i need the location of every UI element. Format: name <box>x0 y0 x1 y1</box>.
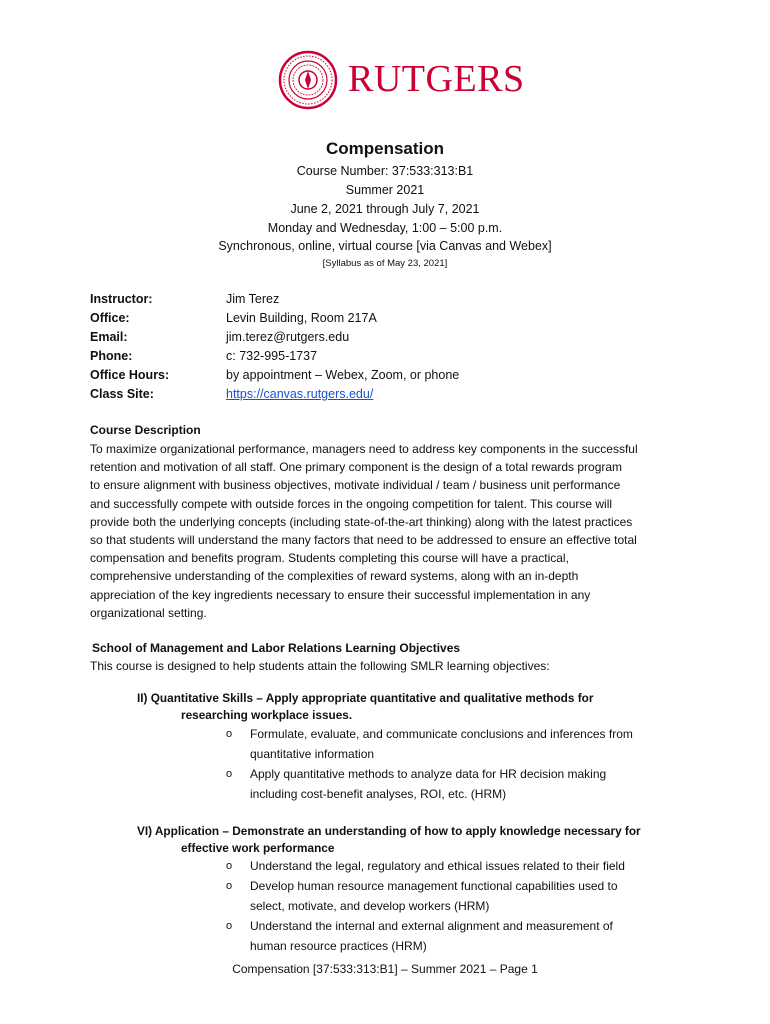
course-title: Compensation <box>325 139 445 158</box>
page-footer: Compensation [37:533:313:B1] – Summer 2021 – Page 1 <box>232 962 538 976</box>
info-label: Email: <box>90 330 128 344</box>
list-item-line: Understand the legal, regulatory and ethical issues related to their field <box>250 859 625 873</box>
info-value: jim.terez@rutgers.edu <box>226 330 350 344</box>
syllabus-date-note: [Syllabus as of May 23, 2021] <box>322 258 448 269</box>
list-item <box>226 724 686 764</box>
info-row-phone <box>90 349 690 368</box>
info-row-email <box>90 330 690 349</box>
objective-group-heading <box>137 823 677 857</box>
paragraph-line: compensation and benefits program. Students completing this course will have a practical, <box>90 551 569 566</box>
learning-objectives-intro: This course is designed to help students attain the following SMLR learning objectives: <box>90 659 550 673</box>
rutgers-wordmark: RUTGERS <box>348 58 525 100</box>
list-item-line: Formulate, evaluate, and communicate conclusions and inferences from <box>250 727 633 741</box>
list-item-line: including cost-benefit analyses, ROI, etc. (HRM) <box>250 787 507 801</box>
info-label: Office Hours: <box>90 368 170 382</box>
course-number: Course Number: 37:533:313:B1 <box>296 164 474 178</box>
bullet-marker: o <box>226 880 233 892</box>
list-item-line: Develop human resource management functional capabilities used to <box>250 879 618 893</box>
paragraph-line: so that students will understand the many factors that need to be addressed to ensure an effective total <box>90 533 637 548</box>
course-format: Synchronous, online, virtual course [via Canvas and Webex] <box>218 239 552 253</box>
list-item <box>226 856 686 876</box>
list-item <box>226 764 686 804</box>
list-item-line: quantitative information <box>250 747 375 761</box>
list-item-line: select, motivate, and develop workers (HRM) <box>250 899 490 913</box>
bullet-marker: o <box>226 728 233 740</box>
bullet-marker: o <box>226 768 233 780</box>
info-value: Levin Building, Room 217A <box>226 311 377 325</box>
info-row-office <box>90 311 690 330</box>
objective-group-heading <box>137 690 677 724</box>
course-term: Summer 2021 <box>345 183 425 197</box>
info-label: Office: <box>90 311 130 325</box>
course-schedule: Monday and Wednesday, 1:00 – 5:00 p.m. <box>267 221 503 235</box>
list-item <box>226 916 686 956</box>
info-row-office-hours <box>90 368 690 387</box>
objective-heading-line: VI) Application – Demonstrate an understanding of how to apply knowledge necessary for <box>137 824 641 838</box>
info-row-instructor <box>90 292 690 311</box>
paragraph-line: retention and motivation of all staff. One primary component is the design of a total rewards program <box>90 460 623 475</box>
list-item-line: Apply quantitative methods to analyze data for HR decision making <box>250 767 607 781</box>
bullet-marker: o <box>226 860 233 872</box>
info-label: Phone: <box>90 349 133 363</box>
objective-heading-line: effective work performance <box>181 841 335 855</box>
rutgers-logo <box>278 50 525 110</box>
paragraph-line: provide both the underlying concepts (including state-of-the-art thinking) along with the latest practices <box>90 514 633 529</box>
class-site-link[interactable]: https://canvas.rutgers.edu/ <box>226 387 374 401</box>
course-dates: June 2, 2021 through July 7, 2021 <box>290 202 480 216</box>
instructor-info <box>90 292 690 406</box>
objective-heading-line: II) Quantitative Skills – Apply appropriate quantitative and qualitative methods for <box>137 691 594 705</box>
learning-objectives-heading: School of Management and Labor Relations Learning Objectives <box>92 641 461 655</box>
info-label: Class Site: <box>90 387 154 401</box>
objective-heading-line: researching workplace issues. <box>181 708 353 722</box>
paragraph-line: appreciation of the key ingredients necessary to ensure their successful implementation in any <box>90 587 591 602</box>
info-value: by appointment – Webex, Zoom, or phone <box>226 368 460 382</box>
bullet-marker: o <box>226 920 233 932</box>
list-item-line: Understand the internal and external alignment and measurement of <box>250 919 613 933</box>
paragraph-line: to ensure alignment with business objectives, motivate individual / team / business unit performance <box>90 478 621 493</box>
rutgers-seal-icon <box>278 50 338 110</box>
objective-list <box>226 724 686 804</box>
paragraph-line: To maximize organizational performance, managers need to address key components in the successful <box>90 442 638 456</box>
paragraph-line: comprehensive understanding of the complexities of reward systems, along with an in-depth <box>90 569 579 584</box>
course-description-heading: Course Description <box>90 423 201 437</box>
course-description-text <box>90 440 690 622</box>
list-item <box>226 876 686 916</box>
list-item-line: human resource practices (HRM) <box>250 939 427 953</box>
info-label: Instructor: <box>90 292 153 306</box>
info-value: c: 732-995-1737 <box>226 349 318 363</box>
paragraph-line: organizational setting. <box>90 605 207 620</box>
paragraph-line: and successfully compete with outside forces in the ongoing competition for talent. This course will <box>90 496 613 511</box>
objective-list <box>226 856 686 956</box>
info-row-class-site <box>90 387 690 406</box>
info-value: Jim Terez <box>226 292 280 306</box>
